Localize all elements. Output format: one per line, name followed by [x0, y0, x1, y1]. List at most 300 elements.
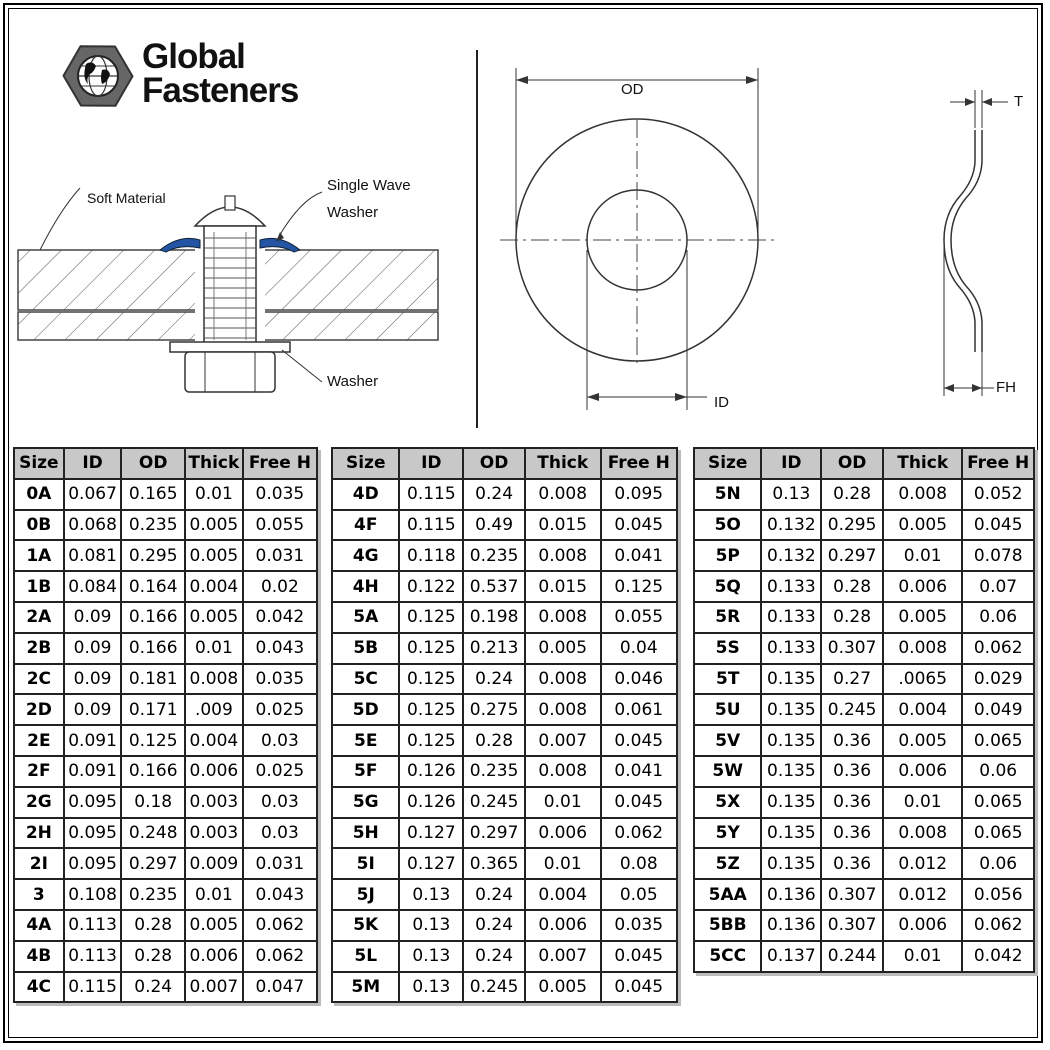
cell-od: 0.27 — [821, 664, 883, 695]
cell-id: 0.136 — [761, 879, 821, 910]
cell-free-h: 0.062 — [962, 633, 1034, 664]
cell-size: 5L — [332, 941, 399, 972]
cell-size: 5R — [694, 602, 761, 633]
cell-free-h: 0.07 — [962, 571, 1034, 602]
cell-free-h: 0.042 — [243, 602, 317, 633]
cell-id: 0.13 — [399, 941, 463, 972]
cell-id: 0.068 — [64, 510, 122, 541]
cell-od: 0.36 — [821, 787, 883, 818]
table-row — [694, 756, 1034, 787]
cell-free-h: 0.04 — [601, 633, 678, 664]
cell-thick: 0.005 — [883, 602, 962, 633]
cell-size: 5P — [694, 540, 761, 571]
cell-free-h: 0.055 — [243, 510, 317, 541]
table-row — [14, 972, 317, 1003]
cell-id: 0.132 — [761, 510, 821, 541]
label-fh: FH — [996, 379, 1016, 396]
cell-thick: 0.012 — [883, 848, 962, 879]
cell-od: 0.28 — [821, 602, 883, 633]
table-row — [332, 879, 677, 910]
cell-free-h: 0.03 — [243, 725, 317, 756]
table-row — [14, 602, 317, 633]
table-row — [14, 941, 317, 972]
cell-od: 0.28 — [821, 479, 883, 510]
cell-size: 5M — [332, 972, 399, 1003]
table-row — [14, 787, 317, 818]
column-header-id: ID — [399, 448, 463, 479]
cell-id: 0.125 — [399, 664, 463, 695]
cell-size: 5G — [332, 787, 399, 818]
cell-thick: 0.008 — [525, 756, 601, 787]
cell-id: 0.135 — [761, 818, 821, 849]
cell-thick: 0.015 — [525, 571, 601, 602]
cell-size: 5N — [694, 479, 761, 510]
cell-thick: 0.003 — [185, 818, 243, 849]
cell-thick: 0.006 — [883, 910, 962, 941]
cell-id: 0.127 — [399, 848, 463, 879]
cell-od: 0.295 — [821, 510, 883, 541]
cell-id: 0.136 — [761, 910, 821, 941]
cell-od: 0.24 — [463, 941, 525, 972]
cell-id: 0.09 — [64, 602, 122, 633]
cell-id: 0.113 — [64, 941, 122, 972]
cell-id: 0.133 — [761, 571, 821, 602]
cell-free-h: 0.045 — [962, 510, 1034, 541]
cell-od: 0.164 — [121, 571, 185, 602]
cell-size: 5Q — [694, 571, 761, 602]
cell-free-h: 0.056 — [962, 879, 1034, 910]
label-od: OD — [621, 81, 644, 98]
label-single-wave-1: Single Wave — [327, 177, 411, 194]
cell-size: 5H — [332, 818, 399, 849]
table-row — [332, 540, 677, 571]
cell-size: 5X — [694, 787, 761, 818]
cell-free-h: 0.03 — [243, 787, 317, 818]
column-header-free-h: Free H — [243, 448, 317, 479]
cell-size: 5D — [332, 694, 399, 725]
cell-od: 0.235 — [463, 540, 525, 571]
cell-thick: 0.005 — [883, 725, 962, 756]
cell-id: 0.091 — [64, 756, 122, 787]
cell-size: 5U — [694, 694, 761, 725]
cell-id: 0.13 — [399, 879, 463, 910]
table-row — [14, 756, 317, 787]
cell-id: 0.135 — [761, 725, 821, 756]
cell-free-h: 0.05 — [601, 879, 678, 910]
cell-id: 0.09 — [64, 664, 122, 695]
cell-od: 0.28 — [121, 910, 185, 941]
cell-size: 5J — [332, 879, 399, 910]
cell-thick: 0.01 — [883, 787, 962, 818]
cell-id: 0.095 — [64, 818, 122, 849]
cell-id: 0.095 — [64, 848, 122, 879]
cell-free-h: 0.043 — [243, 879, 317, 910]
cell-free-h: 0.03 — [243, 818, 317, 849]
cell-size: 4H — [332, 571, 399, 602]
cell-thick: 0.008 — [883, 818, 962, 849]
cell-thick: 0.005 — [525, 972, 601, 1003]
cell-size: 2H — [14, 818, 64, 849]
washer-side-view — [944, 90, 1008, 396]
cell-free-h: 0.045 — [601, 787, 678, 818]
cell-free-h: 0.041 — [601, 540, 678, 571]
cell-thick: 0.005 — [185, 540, 243, 571]
label-t: T — [1014, 93, 1024, 110]
size-table-3 — [693, 447, 1035, 973]
diagram-divider — [476, 50, 478, 428]
cell-thick: 0.004 — [525, 879, 601, 910]
cell-thick: 0.01 — [525, 787, 601, 818]
cell-size: 2A — [14, 602, 64, 633]
cell-thick: .009 — [185, 694, 243, 725]
cell-free-h: 0.045 — [601, 972, 678, 1003]
cell-thick: 0.007 — [525, 941, 601, 972]
cell-id: 0.067 — [64, 479, 122, 510]
table-row — [694, 479, 1034, 510]
cell-id: 0.135 — [761, 664, 821, 695]
washer-diagrams — [0, 0, 1050, 440]
cell-thick: 0.006 — [525, 818, 601, 849]
table-row — [14, 633, 317, 664]
cell-free-h: 0.045 — [601, 510, 678, 541]
cell-size: 0B — [14, 510, 64, 541]
cell-id: 0.09 — [64, 694, 122, 725]
cell-size: 1B — [14, 571, 64, 602]
table-row — [332, 694, 677, 725]
cell-id: 0.135 — [761, 848, 821, 879]
cell-size: 5S — [694, 633, 761, 664]
table-row — [694, 633, 1034, 664]
cell-size: 5W — [694, 756, 761, 787]
cell-thick: 0.003 — [185, 787, 243, 818]
cell-od: 0.297 — [121, 848, 185, 879]
cell-size: 5CC — [694, 941, 761, 972]
cell-thick: 0.008 — [185, 664, 243, 695]
cell-thick: 0.006 — [185, 756, 243, 787]
cell-thick: 0.01 — [185, 633, 243, 664]
cell-od: 0.235 — [121, 879, 185, 910]
cell-id: 0.115 — [399, 510, 463, 541]
table-row — [694, 787, 1034, 818]
cell-free-h: 0.095 — [601, 479, 678, 510]
cell-thick: 0.004 — [185, 571, 243, 602]
cell-id: 0.108 — [64, 879, 122, 910]
cell-id: 0.135 — [761, 756, 821, 787]
table-row — [332, 571, 677, 602]
cell-thick: 0.008 — [525, 694, 601, 725]
column-header-od: OD — [821, 448, 883, 479]
table-row — [694, 910, 1034, 941]
cell-free-h: 0.08 — [601, 848, 678, 879]
cell-free-h: 0.046 — [601, 664, 678, 695]
cell-id: 0.13 — [399, 910, 463, 941]
cell-size: 3 — [14, 879, 64, 910]
cell-od: 0.245 — [463, 972, 525, 1003]
column-header-thick: Thick — [525, 448, 601, 479]
column-header-id: ID — [64, 448, 122, 479]
cell-od: 0.244 — [821, 941, 883, 972]
table-row — [14, 664, 317, 695]
cell-size: 4F — [332, 510, 399, 541]
cell-thick: 0.008 — [883, 633, 962, 664]
cell-thick: 0.01 — [185, 879, 243, 910]
cell-thick: 0.007 — [525, 725, 601, 756]
cell-od: 0.245 — [821, 694, 883, 725]
column-header-od: OD — [121, 448, 185, 479]
cell-free-h: 0.078 — [962, 540, 1034, 571]
cell-thick: 0.012 — [883, 879, 962, 910]
cell-thick: 0.008 — [883, 479, 962, 510]
cell-od: 0.28 — [463, 725, 525, 756]
column-header-size: Size — [14, 448, 64, 479]
cell-thick: 0.01 — [883, 540, 962, 571]
cell-size: 2D — [14, 694, 64, 725]
cell-od: 0.198 — [463, 602, 525, 633]
cell-size: 5C — [332, 664, 399, 695]
cell-od: 0.537 — [463, 571, 525, 602]
cell-id: 0.084 — [64, 571, 122, 602]
column-header-od: OD — [463, 448, 525, 479]
cell-id: 0.135 — [761, 694, 821, 725]
cell-id: 0.135 — [761, 787, 821, 818]
cell-size: 4A — [14, 910, 64, 941]
cell-od: 0.297 — [821, 540, 883, 571]
cell-size: 2G — [14, 787, 64, 818]
cell-od: 0.245 — [463, 787, 525, 818]
table-row — [694, 510, 1034, 541]
cell-free-h: 0.06 — [962, 756, 1034, 787]
cell-od: 0.297 — [463, 818, 525, 849]
cell-free-h: 0.035 — [601, 910, 678, 941]
table-row — [694, 664, 1034, 695]
cell-free-h: 0.065 — [962, 725, 1034, 756]
table-row — [694, 818, 1034, 849]
table-row — [14, 510, 317, 541]
cell-od: 0.166 — [121, 756, 185, 787]
cell-od: 0.275 — [463, 694, 525, 725]
cell-thick: 0.005 — [185, 602, 243, 633]
cell-od: 0.28 — [121, 941, 185, 972]
column-header-size: Size — [332, 448, 399, 479]
header-row — [332, 448, 677, 479]
cell-id: 0.09 — [64, 633, 122, 664]
cell-thick: 0.005 — [185, 910, 243, 941]
cell-free-h: 0.061 — [601, 694, 678, 725]
table-row — [332, 848, 677, 879]
label-id: ID — [714, 394, 729, 411]
table-row — [694, 602, 1034, 633]
cell-id: 0.133 — [761, 602, 821, 633]
cell-thick: 0.008 — [525, 540, 601, 571]
column-header-size: Size — [694, 448, 761, 479]
cell-id: 0.137 — [761, 941, 821, 972]
cell-thick: 0.008 — [525, 479, 601, 510]
cell-thick: 0.008 — [525, 664, 601, 695]
cell-free-h: 0.06 — [962, 848, 1034, 879]
table-row — [332, 510, 677, 541]
cell-od: 0.248 — [121, 818, 185, 849]
cell-free-h: 0.045 — [601, 941, 678, 972]
cell-id: 0.113 — [64, 910, 122, 941]
header-row — [694, 448, 1034, 479]
cell-free-h: 0.055 — [601, 602, 678, 633]
cell-od: 0.36 — [821, 848, 883, 879]
column-header-free-h: Free H — [962, 448, 1034, 479]
cell-size: 5Y — [694, 818, 761, 849]
cell-size: 2E — [14, 725, 64, 756]
cell-od: 0.36 — [821, 725, 883, 756]
label-soft-material: Soft Material — [87, 190, 166, 206]
cell-id: 0.118 — [399, 540, 463, 571]
cell-od: 0.24 — [463, 879, 525, 910]
cell-thick: 0.006 — [883, 756, 962, 787]
cell-free-h: 0.125 — [601, 571, 678, 602]
label-washer: Washer — [327, 373, 379, 390]
cell-free-h: 0.035 — [243, 664, 317, 695]
cell-thick: .0065 — [883, 664, 962, 695]
table-row — [332, 941, 677, 972]
cell-size: 4D — [332, 479, 399, 510]
cell-od: 0.24 — [121, 972, 185, 1003]
cell-thick: 0.006 — [185, 941, 243, 972]
cell-size: 5F — [332, 756, 399, 787]
brand-line-2: Fasteners — [142, 71, 299, 110]
cell-thick: 0.01 — [883, 941, 962, 972]
table-row — [14, 694, 317, 725]
table-row — [332, 664, 677, 695]
cell-size: 4G — [332, 540, 399, 571]
cell-id: 0.122 — [399, 571, 463, 602]
size-table-2 — [331, 447, 678, 1003]
cell-free-h: 0.035 — [243, 479, 317, 510]
cell-size: 5AA — [694, 879, 761, 910]
cell-size: 5O — [694, 510, 761, 541]
cell-free-h: 0.041 — [601, 756, 678, 787]
cell-free-h: 0.06 — [962, 602, 1034, 633]
cell-free-h: 0.043 — [243, 633, 317, 664]
cell-od: 0.36 — [821, 818, 883, 849]
cell-free-h: 0.062 — [243, 941, 317, 972]
cell-thick: 0.005 — [525, 633, 601, 664]
cell-od: 0.24 — [463, 910, 525, 941]
cell-size: 5E — [332, 725, 399, 756]
cell-thick: 0.004 — [185, 725, 243, 756]
cell-od: 0.49 — [463, 510, 525, 541]
cell-id: 0.125 — [399, 602, 463, 633]
cell-id: 0.13 — [399, 972, 463, 1003]
cell-thick: 0.015 — [525, 510, 601, 541]
cell-thick: 0.005 — [883, 510, 962, 541]
table-row — [332, 972, 677, 1003]
cell-id: 0.095 — [64, 787, 122, 818]
cell-od: 0.125 — [121, 725, 185, 756]
table-row — [14, 479, 317, 510]
cell-id: 0.115 — [64, 972, 122, 1003]
cell-size: 5Z — [694, 848, 761, 879]
cell-od: 0.36 — [821, 756, 883, 787]
table-row — [694, 571, 1034, 602]
cell-free-h: 0.02 — [243, 571, 317, 602]
cell-od: 0.24 — [463, 664, 525, 695]
table-row — [332, 756, 677, 787]
table-row — [694, 848, 1034, 879]
label-single-wave-2: Washer — [327, 204, 379, 221]
cell-free-h: 0.025 — [243, 694, 317, 725]
cell-id: 0.125 — [399, 633, 463, 664]
cell-od: 0.295 — [121, 540, 185, 571]
table-row — [694, 540, 1034, 571]
cell-free-h: 0.031 — [243, 540, 317, 571]
size-table-1 — [13, 447, 318, 1003]
cell-id: 0.133 — [761, 633, 821, 664]
cell-od: 0.307 — [821, 910, 883, 941]
cell-id: 0.127 — [399, 818, 463, 849]
cell-free-h: 0.062 — [243, 910, 317, 941]
table-row — [14, 879, 317, 910]
cell-free-h: 0.062 — [962, 910, 1034, 941]
cell-od: 0.307 — [821, 879, 883, 910]
table-row — [14, 571, 317, 602]
cell-od: 0.365 — [463, 848, 525, 879]
cell-size: 0A — [14, 479, 64, 510]
cell-thick: 0.006 — [883, 571, 962, 602]
table-row — [332, 818, 677, 849]
cell-od: 0.166 — [121, 633, 185, 664]
cell-size: 2C — [14, 664, 64, 695]
column-header-thick: Thick — [883, 448, 962, 479]
table-row — [332, 910, 677, 941]
cell-id: 0.091 — [64, 725, 122, 756]
cell-free-h: 0.029 — [962, 664, 1034, 695]
cell-id: 0.13 — [761, 479, 821, 510]
cell-size: 5I — [332, 848, 399, 879]
cell-free-h: 0.065 — [962, 787, 1034, 818]
cell-od: 0.213 — [463, 633, 525, 664]
cell-od: 0.165 — [121, 479, 185, 510]
cell-free-h: 0.047 — [243, 972, 317, 1003]
cell-od: 0.166 — [121, 602, 185, 633]
table-row — [332, 787, 677, 818]
table-row — [14, 848, 317, 879]
cell-thick: 0.008 — [525, 602, 601, 633]
cell-id: 0.125 — [399, 694, 463, 725]
cell-size: 5V — [694, 725, 761, 756]
cell-thick: 0.004 — [883, 694, 962, 725]
cell-size: 1A — [14, 540, 64, 571]
cell-id: 0.081 — [64, 540, 122, 571]
cell-free-h: 0.052 — [962, 479, 1034, 510]
cell-size: 2I — [14, 848, 64, 879]
cell-id: 0.115 — [399, 479, 463, 510]
cell-thick: 0.007 — [185, 972, 243, 1003]
cell-free-h: 0.031 — [243, 848, 317, 879]
cell-od: 0.18 — [121, 787, 185, 818]
cell-free-h: 0.049 — [962, 694, 1034, 725]
cell-size: 5T — [694, 664, 761, 695]
brand-line-1: Global — [142, 37, 245, 76]
cell-size: 5BB — [694, 910, 761, 941]
cell-size: 4C — [14, 972, 64, 1003]
column-header-free-h: Free H — [601, 448, 678, 479]
cell-od: 0.24 — [463, 479, 525, 510]
cell-size: 4B — [14, 941, 64, 972]
cell-size: 2B — [14, 633, 64, 664]
cell-size: 2F — [14, 756, 64, 787]
cell-od: 0.171 — [121, 694, 185, 725]
cell-od: 0.235 — [121, 510, 185, 541]
cell-id: 0.132 — [761, 540, 821, 571]
table-row — [14, 818, 317, 849]
